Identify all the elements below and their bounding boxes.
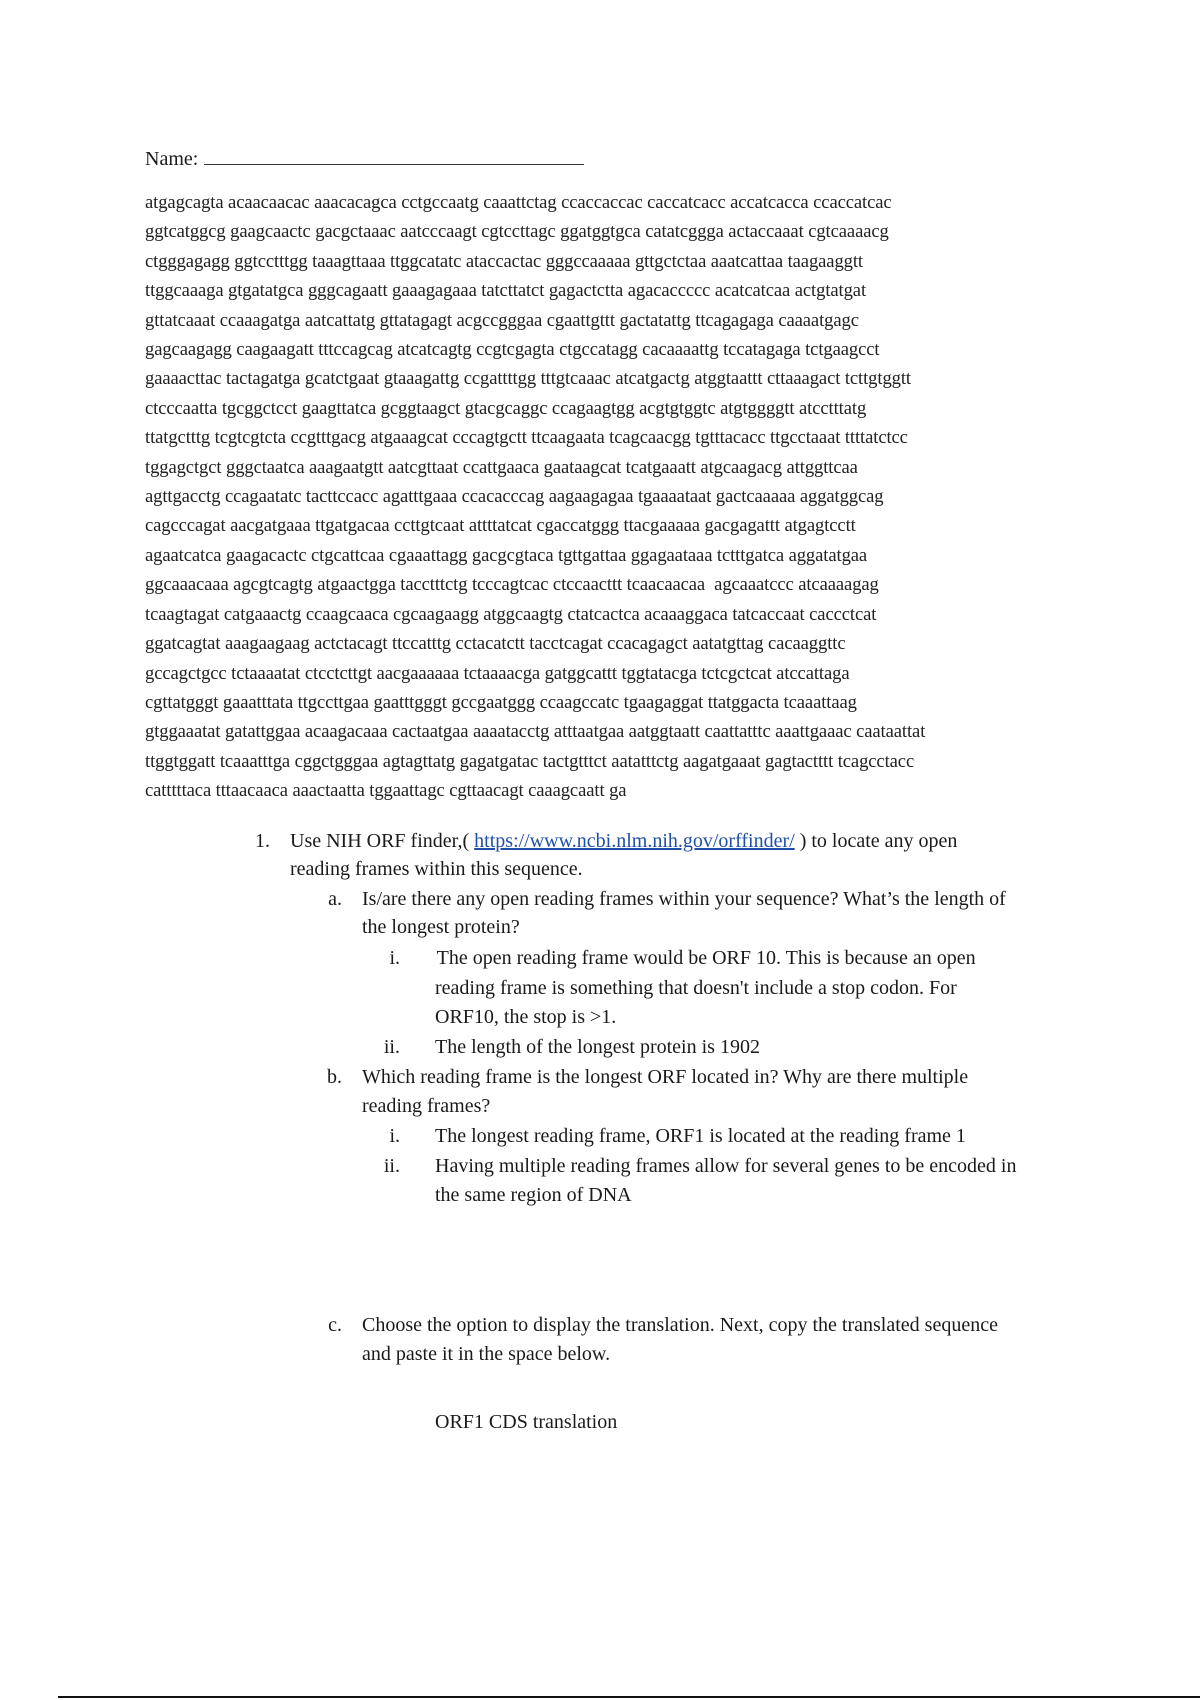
- sequence-line: cagcccagat aacgatgaaa ttgatgacaa ccttgtcaat attttatcat cgaccatggg ttacgaaaaa gacgagattt atgagtcctt: [145, 515, 856, 537]
- sequence-line: cgttatgggt gaaatttata ttgccttgaa gaatttgggt gccgaatggg ccaagccatc tgaagaggat ttatggacta tcaaattaag: [145, 691, 857, 713]
- part-c-question-line-1: Choose the option to display the translation. Next, copy the translated sequence: [362, 1314, 998, 1336]
- part-b-question-line-1: Which reading frame is the longest ORF located in? Why are there multiple: [362, 1066, 969, 1088]
- sequence-line: ttggtggatt tcaaatttga cggctgggaa agtagttatg gagatgatac tactgtttct aatatttctg aagatgaaat gagtactttt tcagcctacc: [145, 750, 915, 772]
- answer-numeral: ii.: [383, 1155, 400, 1177]
- part-a-question-line-2: the longest protein?: [362, 916, 520, 938]
- page-bottom-rule: [58, 1696, 1200, 1698]
- part-a-letter: a.: [328, 888, 342, 910]
- part-b-question-line-2: reading frames?: [362, 1095, 491, 1117]
- answer-line: the same region of DNA: [435, 1184, 632, 1206]
- answer-line: The open reading frame would be ORF 10. This is because an open: [432, 947, 976, 969]
- answer-numeral: ii.: [383, 1036, 400, 1058]
- question-1-text-after: ) to locate any open: [799, 830, 958, 852]
- sequence-line: agaatcatca gaagacactc ctgcattcaa cgaaattagg gacgcgtaca tgttgattaa ggagaataaa tctttgatca aggatatgaa: [145, 544, 868, 566]
- sequence-line: gccagctgcc tctaaaatat ctcctcttgt aacgaaaaaa tctaaaacga gatggcattt tggtatacga tctcgctcat atccattaga: [145, 662, 850, 684]
- sequence-line: ggtcatggcg gaagcaactc gacgctaaac aatcccaagt cgtccttagc ggatggtgca catatcggga actaccaaat cgtcaaaacg: [145, 221, 889, 243]
- orf-finder-link[interactable]: https://www.ncbi.nlm.nih.gov/orffinder/: [474, 830, 795, 852]
- sequence-line: ggcaaacaaa agcgtcagtg atgaactgga tacctttctg tcccagtcac ctccaacttt tcaacaacaa agcaaatccc atcaaaagag: [145, 574, 879, 596]
- part-b-letter: b.: [327, 1066, 342, 1088]
- answer-numeral: i.: [389, 1125, 400, 1147]
- sequence-line: gagcaagagg caagaagatt tttccagcag atcatcagtg ccgtcgagta ctgccatagg cacaaaattg tccatagaga tctgaagcct: [145, 339, 880, 361]
- question-1-line-2: reading frames within this sequence.: [290, 858, 583, 880]
- answer-numeral: i.: [389, 947, 400, 969]
- sequence-line: agttgacctg ccagaatatc tacttccacc agatttgaaa ccacacccag aagaagagaa tgaaaataat gactcaaaaa aggatggcag: [145, 486, 884, 508]
- sequence-line: gtggaaatat gatattggaa acaagacaaa cactaatgaa aaaatacctg atttaatgaa aatggtaatt caattatttc aaattgaaac caataattat: [145, 721, 926, 743]
- sequence-line: ttatgctttg tcgtcgtcta ccgtttgacg atgaaagcat cccagtgctt ttcaagaata tcagcaacgg tgtttacacc ttgcctaaat ttttatctcc: [145, 427, 908, 449]
- sequence-line: atgagcagta acaacaacac aaacacagca cctgccaatg caaattctag ccaccaccac caccatcacc accatcacca ccaccatcac: [145, 192, 892, 213]
- question-number: 1.: [255, 830, 270, 852]
- part-c-letter: c.: [328, 1314, 342, 1336]
- answer-line: ORF10, the stop is >1.: [435, 1006, 617, 1028]
- answer-line: The length of the longest protein is 1902: [435, 1036, 760, 1058]
- answer-line: Having multiple reading frames allow for several genes to be encoded in: [435, 1155, 1017, 1177]
- question-1-line-1: [290, 827, 957, 856]
- part-c-question-line-2: and paste it in the space below.: [362, 1343, 611, 1365]
- answer-line: reading frame is something that doesn't include a stop codon. For: [435, 977, 957, 999]
- sequence-line: catttttaca tttaacaaca aaactaatta tggaattagc cgttaacagt caaagcaatt ga: [145, 780, 627, 802]
- sequence-line: ttggcaaaga gtgatatgca gggcagaatt gaaagagaaa tatcttatct gagactctta agacaccccc acatcatcaa actgtatgat: [145, 280, 867, 302]
- answer-line: The longest reading frame, ORF1 is located at the reading frame 1: [435, 1125, 966, 1147]
- sequence-line: ggatcagtat aaagaagaag actctacagt ttccatttg cctacatctt tacctcagat ccacagagct aatatgttag cacaaggttc: [145, 633, 846, 655]
- sequence-line: ctgggagagg ggtcctttgg taaagttaaa ttggcatatc ataccactac gggccaaaaa gttgctctaa aaatcattaa taagaaggtt: [145, 250, 863, 272]
- sequence-line: tggagctgct gggctaatca aaagaatgtt aatcgttaat ccattgaaca gaataagcat tcatgaaatt atgcaagacg attggttcaa: [145, 456, 858, 478]
- orf1-cds-caption: ORF1 CDS translation: [435, 1411, 618, 1433]
- sequence-line: gaaaacttac tactagatga gcatctgaat gtaaagattg ccgattttgg tttgtcaaac atcatgactg atggtaattt cttaaagact tcttgtggtt: [145, 368, 911, 390]
- name-label: Name:: [145, 148, 199, 170]
- sequence-line: gttatcaaat ccaaagatga aatcattatg gttatagagt acgccgggaa cgaattgttt gactatattg ttcagagaga caaaatgagc: [145, 309, 859, 331]
- question-1-text: Use NIH ORF finder,(: [290, 830, 470, 852]
- sequence-line: ctcccaatta tgcggctcct gaagttatca gcggtaagct gtacgcaggc ccagaagtgg acgtgtggtc atgtggggtt atcctttatg: [145, 397, 867, 419]
- sequence-line: tcaagtagat catgaaactg ccaagcaaca cgcaagaagg atggcaagtg ctatcactca acaaaggaca tatcaccaat caccctcat: [145, 603, 877, 625]
- part-a-question-line-1: Is/are there any open reading frames within your sequence? What’s the length of: [362, 888, 1006, 910]
